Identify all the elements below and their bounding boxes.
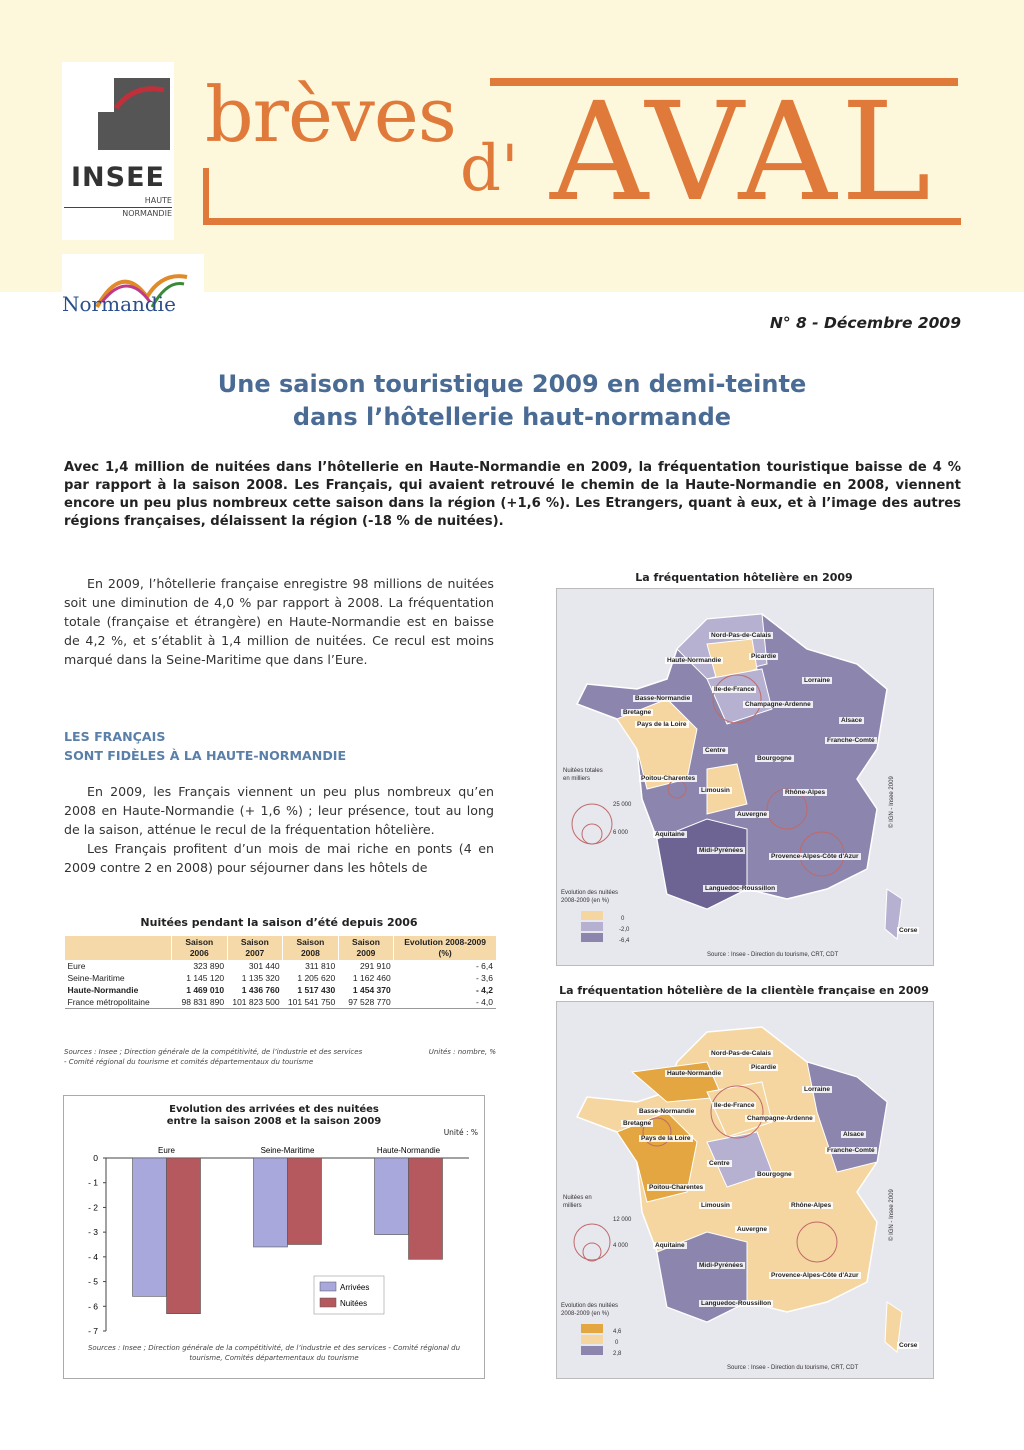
normandie-logo-text: Normandie	[62, 292, 176, 316]
map2-region-label: Aquitaine	[655, 1242, 685, 1249]
map2-legend-size-value: 4 000	[613, 1243, 629, 1249]
map2-legend-color-value: 0	[615, 1340, 619, 1346]
table-header-cell: Saison 2007	[227, 936, 283, 960]
insee-logo-swoosh-icon	[114, 82, 174, 112]
map1-region-label: Poitou-Charentes	[641, 775, 696, 782]
table-row	[65, 984, 497, 996]
table-header-cell: Saison 2006	[172, 936, 228, 960]
map1-frame	[556, 588, 934, 966]
table-cell: 101 823 500	[232, 997, 280, 1007]
table-row	[65, 960, 497, 972]
table-cell-label: Eure	[67, 961, 86, 971]
map2-legend-swatch	[581, 1324, 603, 1333]
insee-logo-subtext	[64, 195, 172, 220]
paragraph-3-text: Les Français profitent d’un mois de mai riche en ponts (4 en 2009 contre 2 en 2008) pour séjourner dans les hôtels de	[64, 841, 494, 875]
table-cell-label: Seine-Maritime	[67, 973, 125, 983]
masthead-aval: AVAL	[550, 74, 935, 232]
map1-region-label: Centre	[705, 747, 726, 754]
chart-title: Evolution des arrivées et des nuitées entre la saison 2008 et la saison 2009	[166, 1104, 382, 1127]
masthead-d: d'	[460, 132, 519, 206]
insee-logo-sub2: NORMANDIE	[64, 207, 172, 220]
y-tick-label: - 1	[88, 1177, 98, 1188]
map1-region-label: Limousin	[701, 787, 730, 794]
table-title: Nuitées pendant la saison d’été depuis 2006	[140, 916, 418, 929]
map1-region-label: Lorraine	[804, 677, 831, 684]
table-cell: 1 145 120	[186, 973, 225, 983]
table-cell: 311 810	[305, 961, 336, 971]
map1-region-label: Picardie	[751, 653, 777, 660]
map1-source: Source : Insee - Direction du tourisme, CRT, CDT	[707, 952, 839, 958]
map2-region-label: Alsace	[843, 1131, 864, 1138]
chart-source: Sources : Insee ; Direction générale de la compétitivité, de l’industrie et des services - Comité régional du tourisme, Comités départementaux du tourisme	[87, 1344, 461, 1362]
nuitees-table-wrapper	[64, 936, 496, 1009]
map2-region-label: Lorraine	[804, 1086, 831, 1093]
table-header-cell: Evolution 2008-2009 (%)	[394, 936, 496, 960]
map2-region-label: Pays de la Loire	[641, 1135, 691, 1142]
y-tick-label: - 3	[88, 1227, 98, 1238]
table-row	[65, 972, 497, 984]
nuitees-table	[64, 936, 496, 1009]
map2-region-label: Bourgogne	[757, 1171, 792, 1178]
chart-unit: Unité : %	[443, 1128, 478, 1137]
map1-region-label: Basse-Normandie	[635, 695, 691, 702]
y-tick-label: 0	[93, 1153, 98, 1163]
table-cell: 291 910	[360, 961, 391, 971]
table-unit: Unités : nombre, %	[428, 1048, 496, 1056]
y-tick-label: - 5	[88, 1276, 98, 1287]
map2-france-shape	[557, 1002, 933, 1378]
map2-region-label: Ile-de-France	[714, 1102, 755, 1109]
table-cell: - 3,6	[475, 973, 493, 983]
map2-region-label: Nord-Pas-de-Calais	[711, 1050, 771, 1057]
section-heading-line2: SONT FIDÈLES À LA HAUTE-NORMANDIE	[64, 748, 347, 763]
table-source: Sources : Insee ; Direction générale de la compétitivité, de l’industrie et des services - Comité régional du tourisme et comités départementaux du tourisme	[64, 1048, 363, 1066]
insee-logo	[62, 62, 174, 240]
bar-nuitées	[167, 1158, 201, 1314]
map1-legend-color-value: -2,0	[619, 927, 630, 933]
table-row	[65, 996, 497, 1009]
table-cell: 1 162 460	[352, 973, 391, 983]
table-cell: 1 469 010	[186, 985, 225, 995]
map1-region-label: Languedoc-Roussillon	[705, 885, 776, 892]
map1-region-label: Nord-Pas-de-Calais	[711, 632, 771, 639]
map2-region-label: Corse	[899, 1342, 918, 1349]
table-cell: - 4,2	[475, 985, 493, 995]
map1-legend-color-value: -6,4	[619, 938, 630, 944]
table-header-cell: Saison 2009	[338, 936, 394, 960]
map1-region-label: Midi-Pyrénées	[699, 847, 744, 854]
paragraph-1	[64, 574, 494, 669]
section-heading-line1: LES FRANÇAIS	[64, 729, 166, 744]
map1-region-label: Pays de la Loire	[637, 721, 687, 728]
insee-logo-sub1: HAUTE	[144, 196, 172, 205]
masthead-breves: brèves	[205, 70, 456, 159]
table-cell-label: France métropolitaine	[67, 997, 150, 1007]
table-cell: 1 517 430	[297, 985, 336, 995]
map1-legend-size-value: 25 000	[613, 802, 632, 808]
table-cell: - 4,0	[475, 997, 493, 1007]
map2-region-label: Champagne-Ardenne	[747, 1115, 813, 1122]
map2-legend-size-title: Nuitées en milliers	[563, 1195, 592, 1209]
title-rule-left	[203, 168, 209, 224]
table-cell: 1 436 760	[241, 985, 280, 995]
map2-title: La fréquentation hôtelière de la clientèle française en 2009	[559, 984, 929, 997]
article-lead: Avec 1,4 million de nuitées dans l’hôtellerie en Haute-Normandie en 2009, la fréquentation touristique baisse de 4 % par rapport à la saison 2008. Les Français, qui avaient retrouvé le chemin de la Haute-Normandie en 2008, viennent encore un peu plus nombreux cette saison dans la région (+1,6 %). Les Etrangers, quant à eux, et à l’image des autres régions françaises, délaissent la région (-18 % de nuitées).	[64, 460, 961, 529]
map1-region-label: Ile-de-France	[714, 686, 755, 693]
map1-title: La fréquentation hôtelière en 2009	[635, 571, 853, 584]
bar-nuitées	[288, 1158, 322, 1245]
map2-region-label: Midi-Pyrénées	[699, 1262, 744, 1269]
bar-arrivées	[254, 1158, 288, 1247]
map2-region-label: Languedoc-Roussillon	[701, 1300, 772, 1307]
map1-legend-color-title: Evolution des nuitées 2008-2009 (en %)	[561, 890, 619, 904]
map2-region-label: Rhône-Alpes	[791, 1202, 832, 1209]
map1-france-shape	[557, 589, 933, 965]
map2-region-label: Limousin	[701, 1202, 730, 1209]
legend-box	[314, 1276, 384, 1314]
map2-region-label: Haute-Normandie	[667, 1070, 722, 1077]
table-cell: 97 528 770	[348, 997, 391, 1007]
table-header-empty	[65, 936, 172, 960]
map1-legend-size-title: Nuitées totales en milliers	[563, 768, 603, 782]
table-header-cell: Saison 2008	[283, 936, 339, 960]
category-label: Eure	[158, 1146, 175, 1155]
y-tick-label: - 6	[88, 1301, 98, 1312]
map1-region-label: Bourgogne	[757, 755, 792, 762]
issue-number: N° 8 - Décembre 2009	[769, 314, 961, 332]
map1-region-label: Auvergne	[737, 811, 767, 818]
map1-copyright: © IGN - Insee 2009	[889, 776, 895, 828]
map2-region-label: Franche-Comté	[827, 1147, 875, 1154]
article-title-line2: dans l’hôtellerie haut-normande	[292, 403, 732, 431]
map1-region-label: Corse	[899, 927, 918, 934]
map2-legend-color-value: 2,8	[613, 1351, 622, 1357]
paragraph-1-text: En 2009, l’hôtellerie française enregistre 98 millions de nuitées soit une diminution de 4,0 % par rapport à 2008. La fréquentation totale (française et étrangère) en Haute-Normandie est en baisse de 4,2 %, et s’établit à 1,4 million de nuitées. Ce recul est moins marqué dans la Seine-Maritime que dans l’Eure.	[64, 576, 494, 667]
category-label: Haute-Normandie	[376, 1146, 441, 1155]
legend-swatch	[320, 1298, 336, 1307]
paragraph-2-text: En 2009, les Français viennent un peu plus nombreux qu’en 2008 en Haute-Normandie (+ 1,6 %) ; leur présence, tout au long de la saison, atténue le recul de la fréquentation hôtelière.	[64, 784, 494, 837]
map1-legend-size-value: 6 000	[613, 830, 629, 836]
map2-legend-color-title: Evolution des nuitées 2008-2009 (en %)	[561, 1303, 619, 1317]
map1-legend-swatch	[581, 922, 603, 931]
map1-region-label: Rhône-Alpes	[785, 789, 826, 796]
table-header-row	[65, 936, 497, 960]
map2-legend-size-value: 12 000	[613, 1217, 632, 1223]
bar-chart-svg	[64, 1136, 484, 1341]
map1-region-label: Franche-Comté	[827, 737, 875, 744]
table-cell: 101 541 750	[287, 997, 336, 1007]
map1-legend-swatch	[581, 911, 603, 920]
y-tick-label: - 7	[88, 1326, 98, 1336]
table-cell: 98 831 890	[181, 997, 225, 1007]
paragraph-2	[64, 782, 494, 877]
legend-label: Arrivées	[340, 1283, 370, 1292]
legend-swatch	[320, 1282, 336, 1291]
map1-region-label: Alsace	[841, 717, 862, 724]
map2-region-label: Basse-Normandie	[639, 1108, 695, 1115]
map2-frame	[556, 1001, 934, 1379]
y-tick-label: - 2	[88, 1202, 98, 1213]
map1-region-label: Provence-Alpes-Côte d'Azur	[771, 853, 859, 860]
map2-region-label: Poitou-Charentes	[649, 1184, 704, 1191]
map2-region-label: Picardie	[751, 1064, 777, 1071]
map2-source: Source : Insee - Direction du tourisme, CRT, CDT	[727, 1365, 859, 1371]
map2-region-label: Auvergne	[737, 1226, 767, 1233]
normandie-logo	[62, 254, 204, 346]
map1-legend-color-value: 0	[621, 916, 625, 922]
map2-copyright: © IGN - Insee 2009	[889, 1189, 895, 1241]
table-cell: 323 890	[193, 961, 225, 971]
map1-legend-swatch	[581, 933, 603, 942]
bar-chart-box	[63, 1095, 485, 1379]
insee-logo-text: INSEE	[71, 162, 165, 193]
map1-region-label: Aquitaine	[655, 831, 685, 838]
insee-logo-mark-cutout	[80, 78, 114, 112]
y-tick-label: - 4	[88, 1251, 98, 1262]
article-title	[100, 368, 924, 434]
table-cell: 1 135 320	[241, 973, 280, 983]
table-cell: 1 454 370	[352, 985, 391, 995]
table-cell: 1 205 620	[297, 973, 336, 983]
article-title-line1: Une saison touristique 2009 en demi-teinte	[217, 370, 807, 398]
table-cell: 301 440	[248, 961, 280, 971]
map2-legend-swatch	[581, 1335, 603, 1344]
map2-region-label: Bretagne	[623, 1120, 652, 1127]
category-label: Seine-Maritime	[260, 1146, 315, 1155]
map2-legend-color-value: 4,6	[613, 1329, 622, 1335]
section-heading	[64, 727, 346, 765]
bar-arrivées	[133, 1158, 167, 1296]
table-cell: - 6,4	[475, 961, 493, 971]
table-cell-label: Haute-Normandie	[67, 985, 139, 995]
bar-nuitées	[409, 1158, 443, 1259]
bar-arrivées	[375, 1158, 409, 1235]
map2-legend-swatch	[581, 1346, 603, 1355]
map1-region-label: Haute-Normandie	[667, 657, 722, 664]
map1-region-label: Bretagne	[623, 709, 652, 716]
legend-label: Nuitées	[340, 1299, 368, 1308]
map1-region-label: Champagne-Ardenne	[745, 701, 811, 708]
map2-region-label: Centre	[709, 1160, 730, 1167]
map2-region-label: Provence-Alpes-Côte d'Azur	[771, 1272, 859, 1279]
